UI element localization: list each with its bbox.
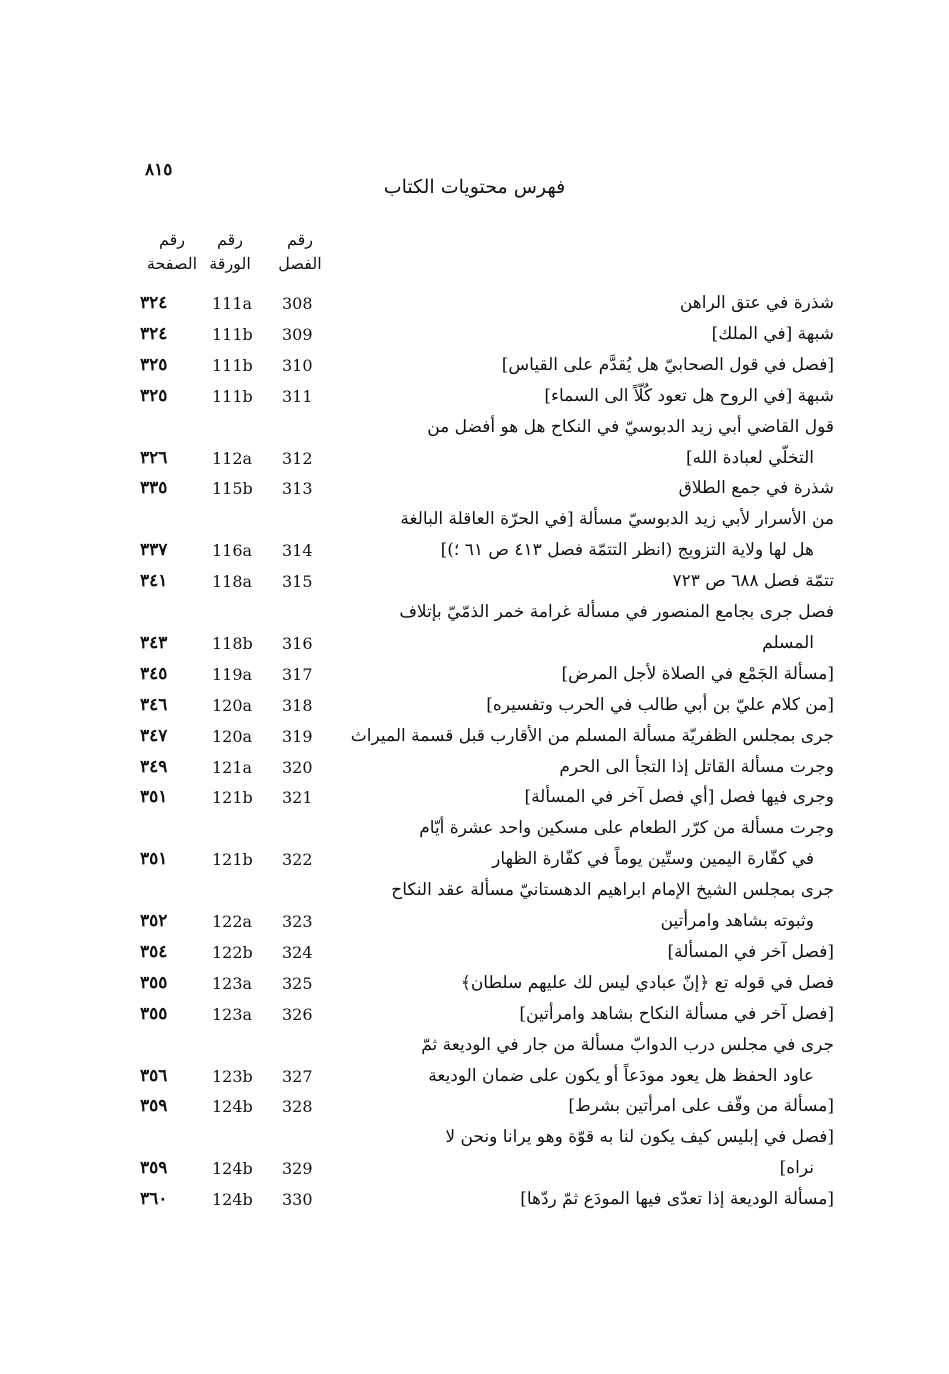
folio-number: 124b xyxy=(212,1097,253,1117)
entry-title: وجرت مسألة من كرّر الطعام على مسكين واحد عشرة أيّام xyxy=(419,818,834,839)
folio-number: 121a xyxy=(212,757,253,777)
table-row xyxy=(0,1091,949,1122)
entry-title: التخلّي لعبادة الله] xyxy=(685,447,814,468)
entry-title: فصل جرى بجامع المنصور في مسألة غرامة خمر الذمّيّ بإتلاف xyxy=(399,602,834,622)
folio-number: 111b xyxy=(212,386,253,406)
entry-title: وثبوته بشاهد وامرأتين xyxy=(660,911,814,931)
folio-number: 121b xyxy=(212,850,253,870)
entry-title: [فصل في إبليس كيف يكون لنا به قوّة وهو يرانا ونحن لا xyxy=(445,1127,834,1148)
chapter-number: 317 xyxy=(282,664,313,684)
folio-number: 111a xyxy=(212,294,253,313)
folio-number: 111b xyxy=(212,355,253,375)
entry-title: [من كلام عليّ بن أبي طالب في الحرب وتفسيره] xyxy=(486,694,834,715)
entry-title: وجرت مسألة القاتل إذا التجأ الى الحرم xyxy=(559,756,834,777)
page-number-cell: ٣٤٦ xyxy=(140,694,168,715)
folio-number: 120a xyxy=(212,726,253,746)
table-row xyxy=(0,690,949,721)
chapter-number: 315 xyxy=(282,572,313,592)
chapter-number: 327 xyxy=(282,1066,313,1086)
page-number-cell: ٣٤٧ xyxy=(140,725,168,746)
entry-title: في كفّارة اليمين وستّين يوماً في كفّارة الظهار xyxy=(492,849,814,870)
page-number-cell: ٣٢٤ xyxy=(140,293,168,313)
page-number-cell: ٣٢٤ xyxy=(140,323,168,344)
chapter-number: 310 xyxy=(282,355,313,375)
folio-number: 112a xyxy=(212,448,253,468)
chapter-number: 308 xyxy=(282,294,313,313)
chapter-number: 323 xyxy=(282,912,313,931)
table-row xyxy=(0,1030,949,1061)
page-number-cell: ٣٥٩ xyxy=(140,1096,168,1117)
page-number-cell: ٣٥٦ xyxy=(140,1065,168,1086)
entry-title: جرى بمجلس الظفريّة مسألة المسلم من الأقارب قبل قسمة الميراث xyxy=(350,725,834,746)
table-row xyxy=(0,473,949,504)
chapter-number: 319 xyxy=(282,726,313,746)
entry-title: شبهة [في الروح هل تعود كُلّاً الى السماء] xyxy=(544,385,834,406)
entry-title: [فصل آخر في المسألة] xyxy=(667,941,834,962)
table-row xyxy=(0,752,949,783)
table-row xyxy=(0,504,949,535)
column-header-folio xyxy=(198,228,262,276)
table-row xyxy=(0,412,949,443)
chapter-number: 329 xyxy=(282,1159,313,1179)
entry-title: شذرة في عتق الراهن xyxy=(679,293,834,313)
table-row xyxy=(0,1184,949,1215)
entry-title: تتمّة فصل ٦٨٨ ص ٧٢٣ xyxy=(672,571,834,592)
chapter-number: 328 xyxy=(282,1097,313,1117)
page-number-cell: ٣٣٧ xyxy=(140,540,168,561)
column-header-chapter-line2: الفصل xyxy=(278,254,322,273)
chapter-number: 318 xyxy=(282,695,313,715)
folio-number: 116a xyxy=(212,541,253,561)
table-row xyxy=(0,906,949,937)
chapter-number: 312 xyxy=(282,448,313,468)
entry-title: [مسألة الوديعة إذا تعدّى فيها المودَع ثمّ ردّها] xyxy=(520,1189,834,1210)
entry-title: شبهة [في الملك] xyxy=(711,323,834,344)
entry-title: [مسألة الجَمْع في الصلاة لأجل المرض] xyxy=(561,663,834,684)
entry-title: المسلم xyxy=(762,632,814,653)
folio-number: 115b xyxy=(212,479,253,499)
entry-title: [فصل في قول الصحابيّ هل يُقدَّم على القياس] xyxy=(501,354,834,375)
table-row xyxy=(0,813,949,844)
folio-number: 123a xyxy=(212,1004,253,1024)
table-row xyxy=(0,968,949,999)
folio-number: 120a xyxy=(212,695,253,715)
chapter-number: 311 xyxy=(282,386,313,406)
chapter-number: 316 xyxy=(282,633,313,653)
folio-number: 124b xyxy=(212,1159,253,1179)
table-row xyxy=(0,721,949,752)
page-number-cell: ٣٤٥ xyxy=(140,663,168,684)
entry-title: شذرة في جمع الطلاق xyxy=(678,478,834,499)
chapter-number: 314 xyxy=(282,541,313,561)
page-number-cell: ٣٢٥ xyxy=(140,385,168,406)
folio-number: 119a xyxy=(212,664,253,684)
chapter-number: 330 xyxy=(282,1190,313,1210)
entry-title: وجرى فيها فصل [أي فصل آخر في المسألة] xyxy=(524,787,834,808)
page-number-cell: ٣٥١ xyxy=(140,787,168,808)
entry-title: [فصل آخر في مسألة النكاح بشاهد وامرأتين] xyxy=(519,1003,834,1024)
table-row xyxy=(0,535,949,566)
page-number-cell: ٣٢٥ xyxy=(140,354,168,375)
folio-number: 123a xyxy=(212,973,253,993)
table-row xyxy=(0,319,949,350)
page-number-cell: ٣٤٣ xyxy=(140,632,168,653)
column-header-chapter-line1: رقم xyxy=(286,230,314,249)
folio-number: 122b xyxy=(212,942,253,962)
table-row xyxy=(0,443,949,474)
page-number-cell: ٣٥٢ xyxy=(140,911,168,931)
column-header-folio-line1: رقم xyxy=(216,230,244,249)
entry-title: قول القاضي أبي زيد الدبوسيّ في النكاح هل هو أفضل من xyxy=(427,416,834,437)
column-header-page-line1: رقم xyxy=(158,230,186,249)
page-title: فهرس محتويات الكتاب xyxy=(383,176,566,198)
column-header-page xyxy=(140,228,204,276)
table-row xyxy=(0,937,949,968)
page-number-cell: ٣٥٩ xyxy=(140,1158,168,1179)
folio-number: 118a xyxy=(212,572,253,592)
entry-title: عاود الحفظ هل يعود مودَعاً أو يكون على ضمان الوديعة xyxy=(428,1065,814,1086)
page-number-cell: ٣٣٥ xyxy=(140,478,168,499)
chapter-number: 320 xyxy=(282,757,313,777)
table-row xyxy=(0,628,949,659)
chapter-number: 322 xyxy=(282,850,313,870)
column-header-folio-line2: الورقة xyxy=(209,254,251,273)
table-row xyxy=(0,999,949,1030)
table-row xyxy=(0,844,949,875)
page-number-cell: ٣٥٥ xyxy=(140,972,168,993)
table-row xyxy=(0,288,949,319)
folio-number: 124b xyxy=(212,1190,253,1210)
chapter-number: 324 xyxy=(282,942,313,962)
table-row xyxy=(0,1153,949,1184)
folio-number: 111b xyxy=(212,324,253,344)
entry-title: جرى في مجلس درب الدوابّ مسألة من جار في الوديعة ثمّ xyxy=(421,1034,834,1055)
table-row xyxy=(0,782,949,813)
entry-title: هل لها ولاية التزويج (انظر التتمّة فصل ٤١٣ ص ٦١ ؛)] xyxy=(440,540,814,561)
chapter-number: 309 xyxy=(282,324,313,344)
page-number-cell: ٣٥٤ xyxy=(140,941,168,962)
entry-title: [مسألة من وقّف على امرأتين بشرط] xyxy=(568,1096,834,1117)
page-number-cell: ٣٥١ xyxy=(140,849,168,870)
entry-title: جرى بمجلس الشيخ الإمام ابراهيم الدهستانيّ مسألة عقد النكاح xyxy=(391,880,834,901)
folio-number: 122a xyxy=(212,912,253,931)
table-row xyxy=(0,566,949,597)
chapter-number: 326 xyxy=(282,1004,313,1024)
table-row xyxy=(0,875,949,906)
table-row xyxy=(0,659,949,690)
entry-title: نراه] xyxy=(779,1158,814,1179)
column-header-chapter xyxy=(268,228,332,276)
entry-title: فصل في قوله تع ﴿إنّ عبادي ليس لك عليهم سلطان﴾ xyxy=(460,972,834,993)
page-number-cell: ٣٥٥ xyxy=(140,1003,168,1024)
table-row xyxy=(0,350,949,381)
table-row xyxy=(0,381,949,412)
table-row xyxy=(0,1061,949,1092)
chapter-number: 325 xyxy=(282,973,313,993)
chapter-number: 313 xyxy=(282,479,313,499)
folio-number: 121b xyxy=(212,788,253,808)
entry-title: من الأسرار لأبي زيد الدبوسيّ مسألة [في الحرّة العاقلة البالغة xyxy=(400,509,834,530)
column-header-page-line2: الصفحة xyxy=(146,254,198,273)
folio-number: 118b xyxy=(212,633,253,653)
page-number: ٨١٥ xyxy=(145,160,173,180)
page-number-cell: ٣٢٦ xyxy=(140,447,168,468)
page-number-cell: ٣٤٩ xyxy=(140,756,168,777)
page-number-cell: ٣٦٠ xyxy=(140,1189,168,1210)
folio-number: 123b xyxy=(212,1066,253,1086)
page-number-cell: ٣٤١ xyxy=(140,571,168,592)
table-row xyxy=(0,597,949,628)
table-row xyxy=(0,1122,949,1153)
chapter-number: 321 xyxy=(282,788,313,808)
